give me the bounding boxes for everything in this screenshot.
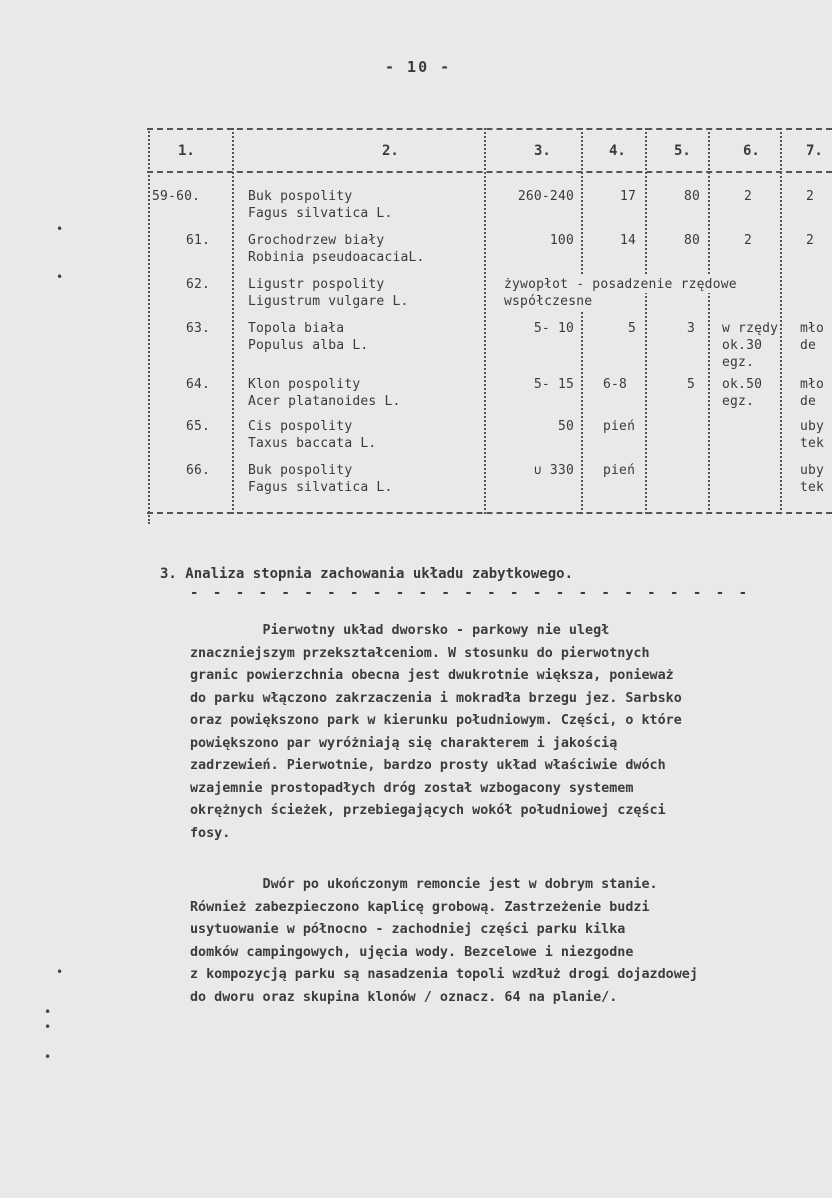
cell-col7: de	[800, 394, 817, 409]
cell-col7: tek	[800, 436, 825, 451]
species-name-polish: Klon pospolity	[248, 377, 361, 392]
paragraph-line: wzajemnie prostopadłych dróg został wzbogacony systemem	[190, 780, 634, 796]
table-col-line	[148, 128, 150, 524]
table-col-line	[232, 128, 234, 514]
cell-col7: uby	[800, 463, 825, 478]
species-name-latin: Taxus baccata L.	[248, 436, 377, 451]
paragraph-line: do dworu oraz skupina klonów / oznacz. 64 na planie/.	[190, 989, 618, 1005]
table-header: 3.	[534, 143, 551, 159]
margin-mark: •	[44, 1050, 52, 1064]
species-name-latin: Fagus silvatica L.	[248, 206, 393, 221]
cell-col4: pień	[603, 419, 636, 434]
paragraph-line: usytuowanie w północno - zachodniej części parku kilka	[190, 922, 626, 937]
paragraph-line: powiększono par wyróżniają się charakterem i jakością	[190, 735, 618, 751]
cell-col3: 50	[557, 419, 574, 434]
table-top-rule	[147, 128, 832, 130]
row-number: 61.	[186, 233, 211, 248]
table-col-line	[708, 128, 710, 514]
paragraph-line: granic powierzchnia obecna jest dwukrotnie większa, ponieważ	[190, 668, 674, 683]
species-name-latin: Ligustrum vulgare L.	[248, 294, 409, 309]
paragraph-line: domków campingowych, ujęcia wody. Bezcelowe i niezgodne	[190, 944, 634, 960]
cell-col6: egz.	[722, 355, 755, 370]
cell-col7: mło	[800, 377, 825, 392]
cell-col4: 14	[619, 233, 636, 248]
table-header: 1.	[178, 143, 195, 159]
species-name-polish: Cis pospolity	[248, 419, 353, 434]
species-name-latin: Acer platanoides L.	[248, 394, 401, 409]
page-number: - 10 -	[385, 58, 452, 76]
species-name-polish: Buk pospolity	[248, 463, 353, 478]
species-name-polish: Buk pospolity	[248, 189, 353, 204]
margin-mark: •	[44, 1005, 52, 1019]
paragraph-line: zadrzewień. Pierwotnie, bardzo prosty układ właściwie dwóch	[190, 758, 666, 773]
row-number: 63.	[186, 321, 211, 336]
cell-col4: 6-8	[603, 377, 628, 392]
paragraph-line: do parku włączono zakrzaczenia i mokradła brzegu jez. Sarbsko	[190, 690, 682, 706]
margin-mark: •	[56, 222, 64, 236]
cell-col7: 2	[806, 233, 815, 248]
cell-col3: 5- 15	[533, 377, 574, 392]
row-number: 66.	[186, 463, 211, 478]
paragraph-line: okrężnych ścieżek, przebiegających wokół południowej części	[190, 803, 666, 818]
table-col-line	[484, 128, 486, 514]
paragraph-line: Pierwotny układ dworsko - parkowy nie uległ	[190, 623, 610, 638]
cell-col4: 17	[619, 189, 636, 204]
cell-col7: de	[800, 338, 817, 353]
cell-col3: 5- 10	[533, 321, 574, 336]
row-number: 65.	[186, 419, 211, 434]
table-header: 7.	[806, 143, 823, 159]
paragraph-2	[190, 874, 698, 1009]
section-heading: 3. Analiza stopnia zachowania układu zabytkowego.	[160, 566, 574, 582]
row-note: współczesne	[504, 294, 593, 309]
cell-col5: 80	[683, 189, 700, 204]
cell-col7: uby	[800, 419, 825, 434]
table-header: 4.	[609, 143, 626, 159]
species-name-polish: Ligustr pospolity	[248, 277, 385, 292]
paragraph-line: z kompozycją parku są nasadzenia topoli wzdłuż drogi dojazdowej	[190, 967, 698, 982]
table-header: 2.	[382, 143, 399, 159]
margin-mark: •	[44, 1020, 52, 1034]
species-name-polish: Topola biała	[248, 321, 345, 336]
paragraph-1	[190, 620, 682, 845]
cell-col6: w rzędy	[722, 321, 779, 336]
row-number: 59-60.	[152, 189, 201, 204]
row-number: 62.	[186, 277, 211, 292]
cell-col6: 2	[744, 233, 753, 248]
cell-col5: 5	[686, 377, 695, 392]
table-header-rule	[147, 171, 832, 173]
cell-col6: egz.	[722, 394, 755, 409]
cell-col5: 3	[686, 321, 695, 336]
cell-col6: 2	[744, 189, 753, 204]
cell-col6: ok.30	[722, 338, 763, 353]
cell-col3: 100	[549, 233, 574, 248]
table-col-line	[780, 128, 782, 514]
cell-col7: tek	[800, 480, 825, 495]
row-note: żywopłot - posadzenie rzędowe	[504, 276, 741, 293]
cell-col4: 5	[627, 321, 636, 336]
cell-col6: ok.50	[722, 377, 763, 392]
species-name-polish: Grochodrzew biały	[248, 233, 385, 248]
cell-col4: pień	[603, 463, 636, 478]
table-col-line	[645, 128, 647, 514]
species-name-latin: Fagus silvatica L.	[248, 480, 393, 495]
paragraph-line: oraz powiększono park w kierunku południowym. Części, o które	[190, 713, 682, 728]
paragraph-line: znaczniejszym przekształceniom. W stosunku do pierwotnych	[190, 645, 650, 661]
cell-col3: 260-240	[517, 189, 574, 204]
paragraph-line: Również zabezpieczono kaplicę grobową. Zastrzeżenie budzi	[190, 899, 650, 915]
margin-mark: •	[56, 270, 64, 284]
paragraph-line: fosy.	[190, 825, 231, 841]
paragraph-line: Dwór po ukończonym remoncie jest w dobrym stanie.	[190, 877, 658, 892]
table-bottom-rule	[147, 512, 832, 514]
margin-mark: •	[56, 965, 64, 979]
cell-col7: 2	[806, 189, 815, 204]
heading-underline: - - - - - - - - - - - - - - - - - - - - - - - - -	[190, 585, 751, 601]
row-number: 64.	[186, 377, 211, 392]
cell-col7: mło	[800, 321, 825, 336]
table-col-line	[581, 128, 583, 514]
cell-col3: ∪ 330	[533, 463, 574, 478]
cell-col5: 80	[683, 233, 700, 248]
table-header: 6.	[743, 143, 760, 159]
species-name-latin: Populus alba L.	[248, 338, 369, 353]
species-name-latin: Robinia pseudoacaciaL.	[248, 250, 425, 265]
table-header: 5.	[674, 143, 691, 159]
